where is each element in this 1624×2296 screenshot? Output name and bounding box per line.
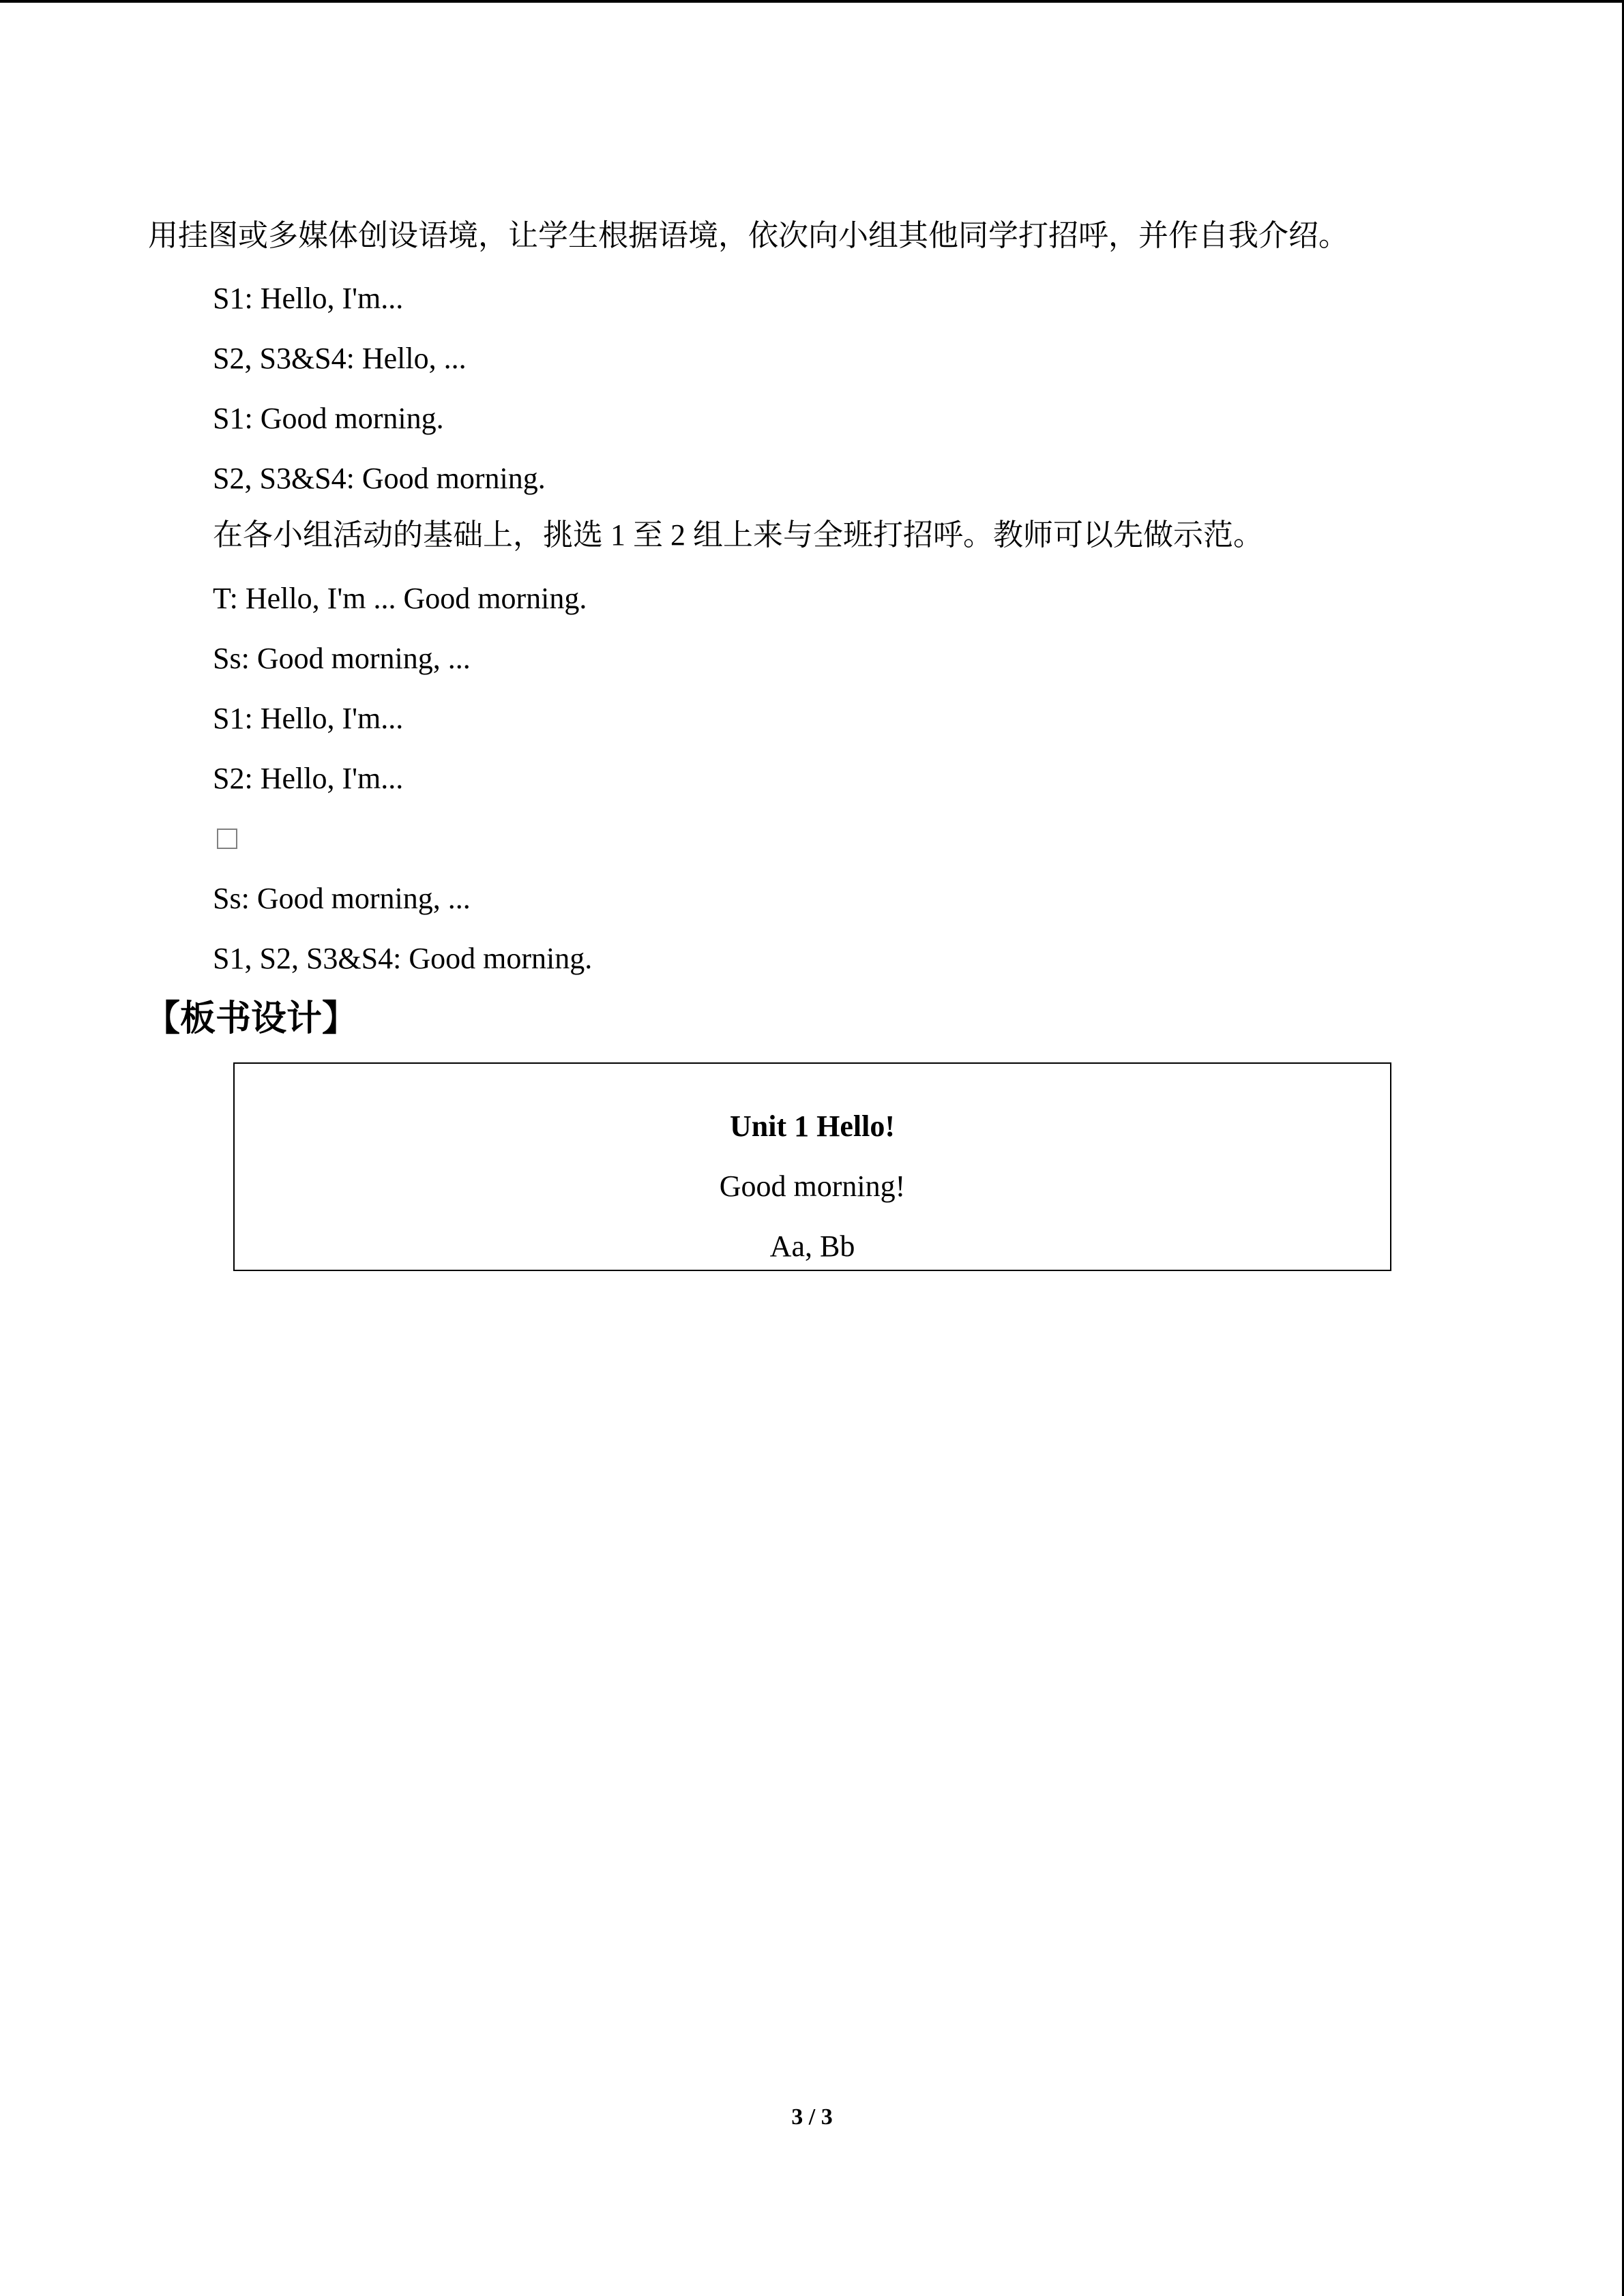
dialogue-line: S1: Hello, I'm... xyxy=(213,282,404,315)
intro-paragraph: 用挂图或多媒体创设语境，让学生根据语境，依次向小组其他同学打招呼，并作自我介绍。 xyxy=(148,219,1348,252)
dialogue-line: Ss: Good morning, ... xyxy=(213,642,471,675)
dialogue-line: S1: Hello, I'm... xyxy=(213,702,404,735)
board-design-box xyxy=(233,1062,1391,1271)
board-design-heading: 【板书设计】 xyxy=(145,1000,358,1039)
page-top-border xyxy=(0,0,1624,3)
page-number: 3 / 3 xyxy=(791,2104,833,2130)
dialogue-line: Ss: Good morning, ... xyxy=(213,882,471,915)
dialogue-line: S2, S3&S4: Hello, ... xyxy=(213,342,467,375)
dialogue-line: S1: Good morning. xyxy=(213,402,444,435)
instruction-paragraph: 在各小组活动的基础上，挑选 1 至 2 组上来与全班打招呼。教师可以先做示范。 xyxy=(213,518,1263,552)
dialogue-line: T: Hello, I'm ... Good morning. xyxy=(213,582,587,615)
board-line-letters: Aa, Bb xyxy=(769,1229,855,1263)
board-title: Unit 1 Hello! xyxy=(730,1109,895,1143)
dialogue-line: S1, S2, S3&S4: Good morning. xyxy=(213,942,593,975)
dialogue-line: S2: Hello, I'm... xyxy=(213,762,404,795)
dialogue-line: S2, S3&S4: Good morning. xyxy=(213,462,546,495)
board-line-greeting: Good morning! xyxy=(719,1169,906,1203)
empty-checkbox-glyph xyxy=(217,829,237,849)
